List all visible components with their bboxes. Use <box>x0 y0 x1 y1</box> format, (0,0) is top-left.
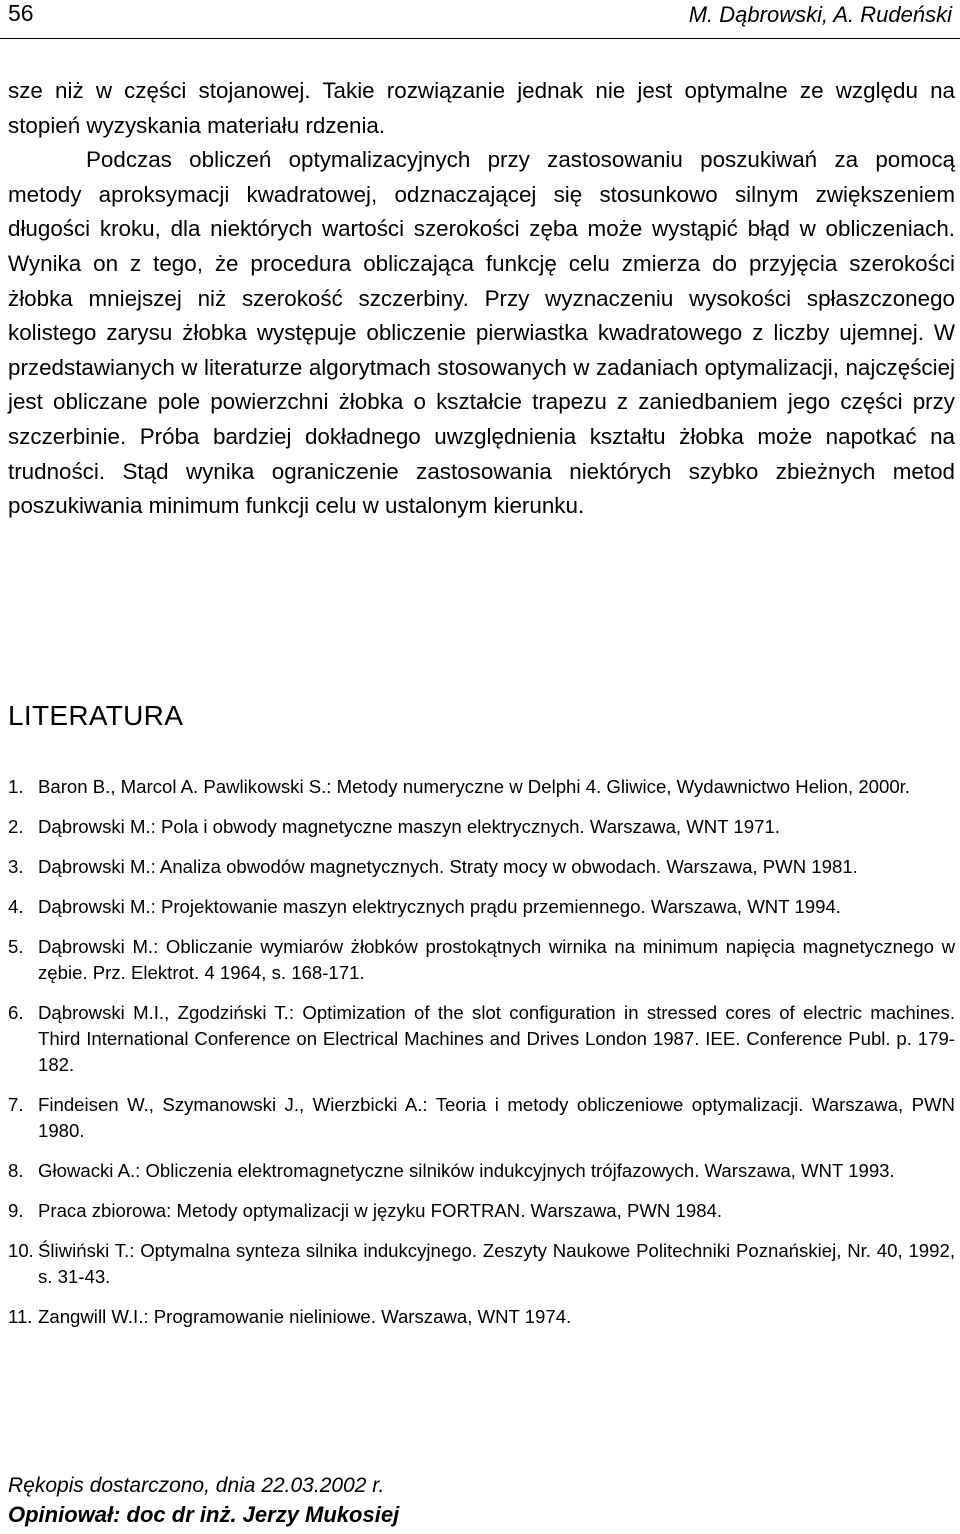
reference-item <box>8 1092 955 1144</box>
page-header <box>0 0 960 39</box>
reference-item <box>8 774 955 800</box>
reference-text: Śliwiński T.: Optymalna synteza silnika indukcyjnego. Zeszyty Naukowe Politechniki Poznańskiej, Nr. 40, 1992, s. 31-43. <box>38 1240 955 1287</box>
reference-number: 5. <box>8 936 24 957</box>
reference-list <box>8 774 955 1344</box>
reference-item <box>8 894 955 920</box>
reference-number: 2. <box>8 816 24 837</box>
body-text <box>8 74 955 524</box>
reference-number: 9. <box>8 1200 24 1221</box>
reference-number: 1. <box>8 776 24 797</box>
reference-item <box>8 814 955 840</box>
page-number: 56 <box>8 0 34 26</box>
paragraph: Podczas obliczeń optymalizacyjnych przy zastosowaniu poszukiwań za pomocą metody aproksymacji kwadratowej, odznaczającej się stosunkowo silnym zwiększeniem długości kroku, dla niektórych wartości szerokości zęba może wystąpić błąd w obliczeniach. Wynika on z tego, że procedura obliczająca funkcję celu zmierza do przyjęcia szerokości żłobka mniejszej niż szerokość szczerbiny. Przy wyznaczeniu wysokości spłaszczonego kolistego zarysu żłobka występuje obliczenie pierwiastka kwadratowego z liczby ujemnej. W przedstawianych w literaturze algorytmach stosowanych w zadaniach optymalizacji, najczęściej jest obliczane pole powierzchni żłobka o kształcie trapezu z zaniedbaniem jego części przy szczerbinie. Próba bardziej dokładnego uwzględnienia kształtu żłobka może napotkać na trudności. Stąd wynika ograniczenie zastosowania niektórych szybko zbieżnych metod poszukiwania minimum funkcji celu w ustalonym kierunku. <box>8 147 955 519</box>
reference-text: Zangwill W.I.: Programowanie nieliniowe. Warszawa, WNT 1974. <box>38 1306 572 1327</box>
reference-item <box>8 934 955 986</box>
reference-number: 6. <box>8 1002 24 1023</box>
reference-text: Baron B., Marcol A. Pawlikowski S.: Metody numeryczne w Delphi 4. Gliwice, Wydawnictwo Helion, 2000r. <box>38 776 911 797</box>
reference-number: 8. <box>8 1160 24 1181</box>
reference-text: Dąbrowski M.: Obliczanie wymiarów żłobków prostokątnych wirnika na minimum napięcia magnetycznego w zębie. Prz. Elektrot. 4 1964, s. 168-171. <box>38 936 955 983</box>
reference-item <box>8 1000 955 1078</box>
reference-item <box>8 854 955 880</box>
reference-text: Findeisen W., Szymanowski J., Wierzbicki A.: Teoria i metody obliczeniowe optymalizacji. Warszawa, PWN 1980. <box>38 1094 955 1141</box>
reference-item <box>8 1238 955 1290</box>
reference-text: Głowacki A.: Obliczenia elektromagnetyczne silników indukcyjnych trójfazowych. Warszawa, WNT 1993. <box>38 1160 895 1181</box>
reference-text: Dąbrowski M.: Analiza obwodów magnetycznych. Straty mocy w obwodach. Warszawa, PWN 1981. <box>38 856 858 877</box>
reviewer-note: Opiniował: doc dr inż. Jerzy Mukosiej <box>8 1502 400 1527</box>
reference-text: Dąbrowski M.: Projektowanie maszyn elektrycznych prądu przemiennego. Warszawa, WNT 1994. <box>38 896 841 917</box>
received-date-note: Rękopis dostarczono, dnia 22.03.2002 r. <box>8 1474 385 1497</box>
reference-number: 4. <box>8 896 24 917</box>
reference-item <box>8 1198 955 1224</box>
reference-number: 7. <box>8 1094 24 1115</box>
section-heading: LITERATURA <box>8 700 184 731</box>
reference-number: 3. <box>8 856 24 877</box>
reference-item <box>8 1158 955 1184</box>
reference-text: Praca zbiorowa: Metody optymalizacji w języku FORTRAN. Warszawa, PWN 1984. <box>38 1200 723 1221</box>
reference-number: 11. <box>8 1306 33 1327</box>
reference-item <box>8 1304 955 1330</box>
running-head-authors: M. Dąbrowski, A. Rudeński <box>688 2 952 27</box>
paragraph: sze niż w części stojanowej. Takie rozwiązanie jednak nie jest optymalne ze względu na stopień wyzyskania materiału rdzenia. <box>8 78 955 138</box>
reference-number: 10. <box>8 1240 34 1261</box>
reference-text: Dąbrowski M.: Pola i obwody magnetyczne maszyn elektrycznych. Warszawa, WNT 1971. <box>38 816 780 837</box>
reference-text: Dąbrowski M.I., Zgodziński T.: Optimization of the slot configuration in stressed cores of electric machines. Third International Conference on Electrical Machines and Drives London 1987. IEE. Conference Publ. p. 179-182. <box>38 1002 955 1075</box>
